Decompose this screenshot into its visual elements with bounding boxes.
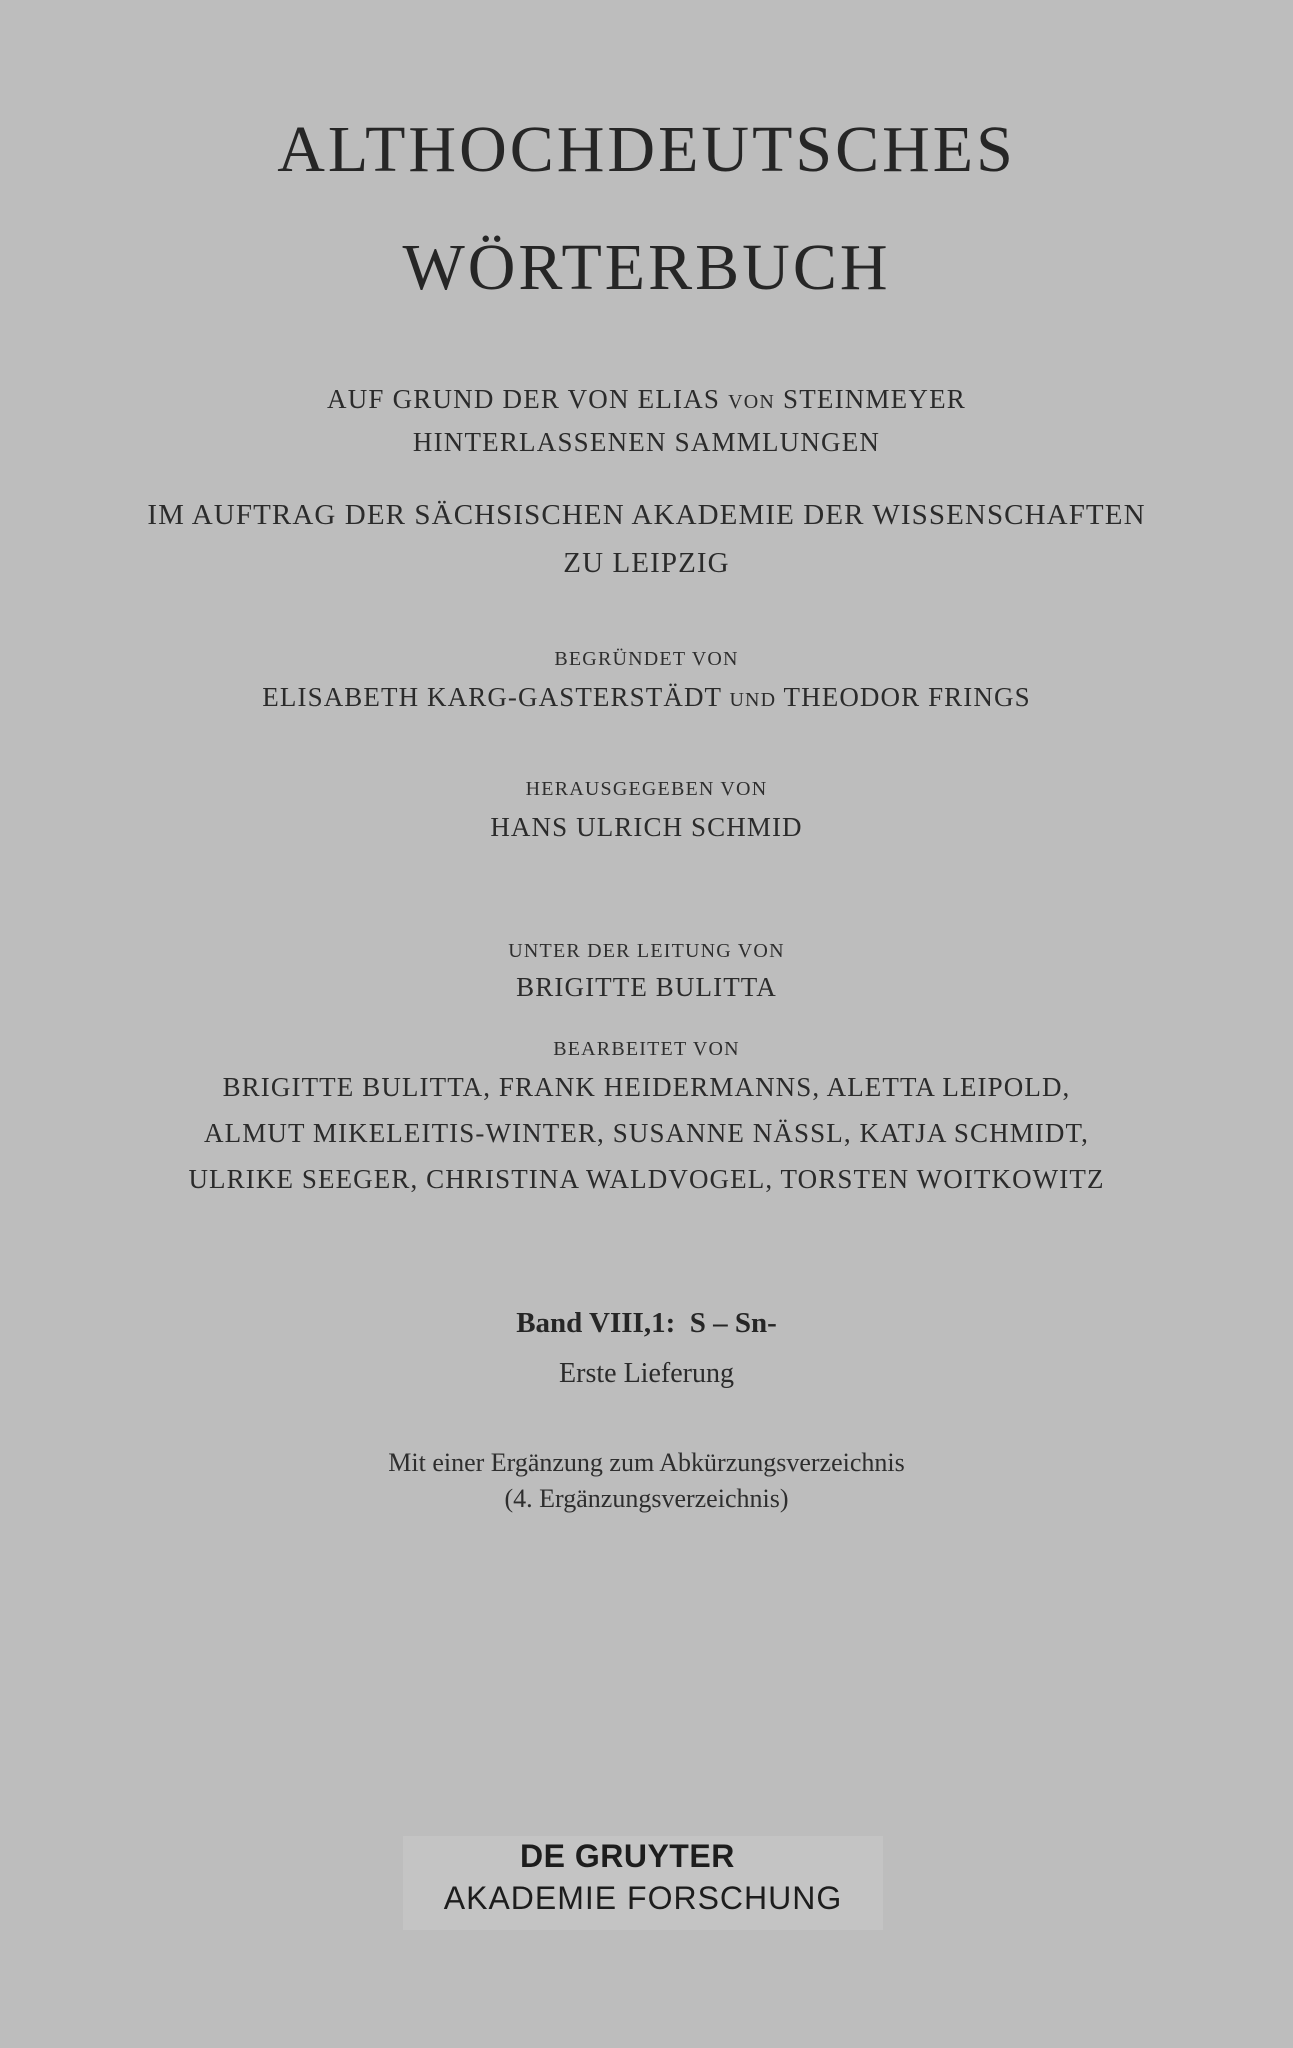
basis-von: VON	[728, 391, 776, 413]
bearbeitet-names-line-1: BRIGITTE BULITTA, FRANK HEIDERMANNS, ALETTA LEIPOLD,	[222, 1072, 1071, 1102]
basis-text-a: AUF GRUND DER VON ELIAS	[327, 384, 721, 414]
begruendet-name-b: THEODOR FRINGS	[783, 682, 1031, 712]
publisher-name: DE GRUYTER	[520, 1838, 735, 1874]
bearbeitet-label: BEARBEITET VON	[553, 1038, 740, 1060]
basis-line-2: HINTERLASSENEN SAMMLUNGEN	[412, 427, 881, 457]
bearbeitet-names-line-3: ULRIKE SEEGER, CHRISTINA WALDVOGEL, TORSTEN WOITKOWITZ	[188, 1164, 1105, 1194]
title-line-1: ALTHOCHDEUTSCHES	[277, 113, 1016, 186]
begruendet-names	[0, 682, 1293, 713]
publisher-series: AKADEMIE FORSCHUNG	[443, 1880, 843, 1916]
auftrag-line-1: IM AUFTRAG DER SÄCHSISCHEN AKADEMIE DER WISSENSCHAFTEN	[147, 499, 1146, 531]
basis-line-1	[0, 384, 1293, 415]
bearbeitet-names-line-2: ALMUT MIKELEITIS-WINTER, SUSANNE NÄSSL, KATJA SCHMIDT,	[204, 1118, 1089, 1148]
basis-text-b: STEINMEYER	[782, 384, 966, 414]
herausgegeben-label: HERAUSGEGEBEN VON	[525, 778, 768, 800]
volume-lieferung: Erste Lieferung	[559, 1358, 734, 1389]
leitung-name: BRIGITTE BULITTA	[516, 972, 777, 1002]
herausgegeben-name: HANS ULRICH SCHMID	[490, 812, 803, 842]
supplement-line-1: Mit einer Ergänzung zum Abkürzungsverzeichnis	[388, 1448, 905, 1477]
title-line-2: WÖRTERBUCH	[402, 231, 891, 304]
begruendet-label: BEGRÜNDET VON	[554, 648, 739, 670]
begruendet-name-a: ELISABETH KARG-GASTERSTÄDT	[262, 682, 722, 712]
volume-band: Band VIII,1: S – Sn-	[516, 1307, 777, 1339]
auftrag-line-2: ZU LEIPZIG	[563, 547, 730, 579]
begruendet-und: UND	[729, 689, 777, 711]
leitung-label: UNTER DER LEITUNG VON	[508, 940, 785, 962]
supplement-line-2: (4. Ergänzungsverzeichnis)	[504, 1484, 789, 1513]
publisher-logo	[403, 1836, 883, 1930]
